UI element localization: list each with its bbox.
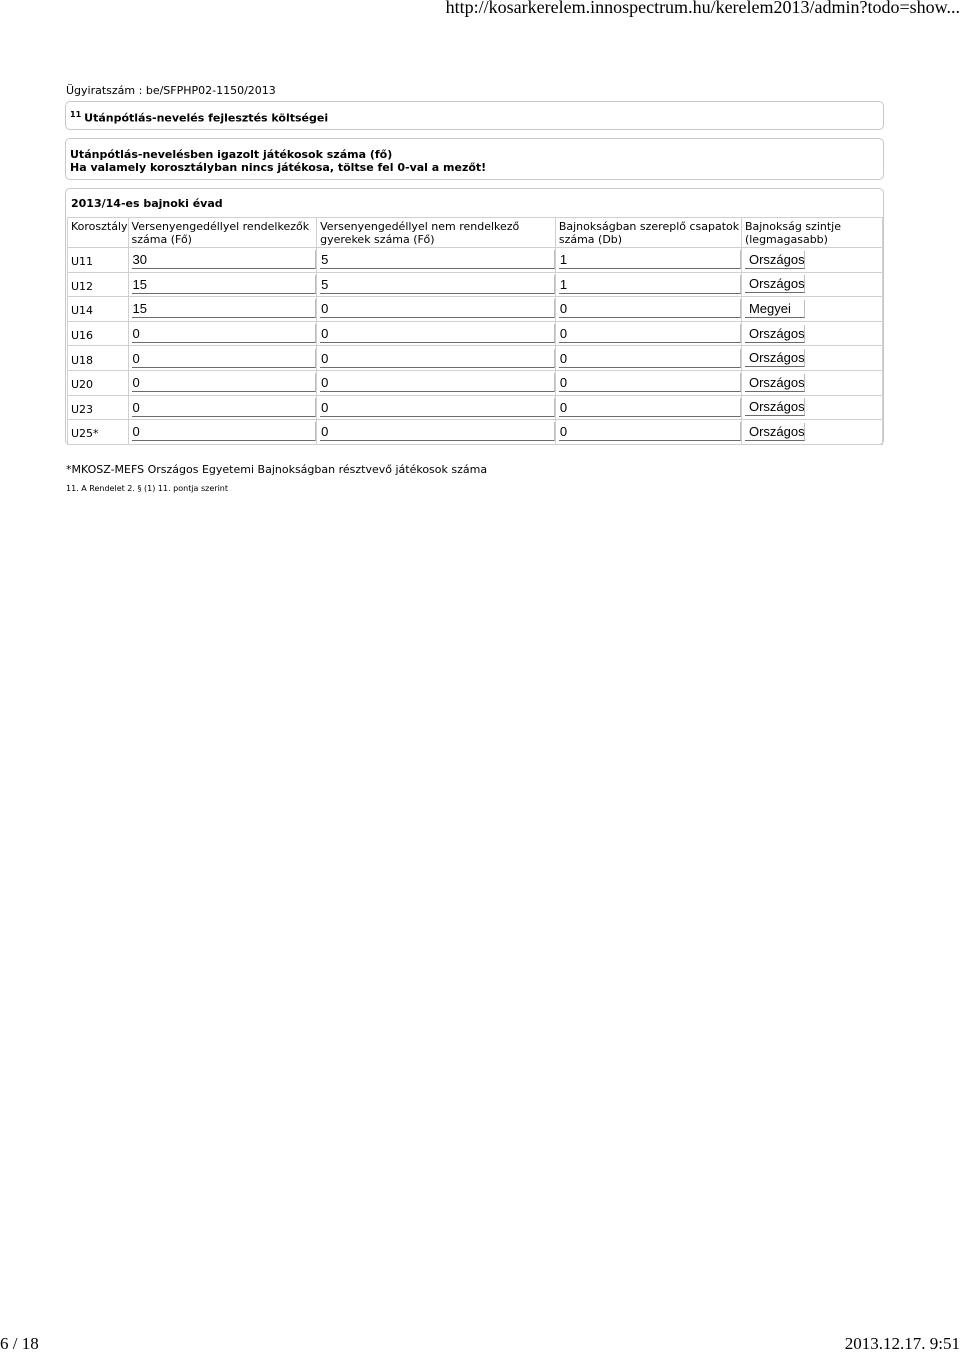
section-title [70,110,328,125]
table-row [68,272,883,297]
licensed-input[interactable]: 0 [132,324,317,343]
teams-input-cell [555,420,741,445]
teams-input-cell [555,272,741,297]
licensed-input-cell [128,272,317,297]
table-header-row [68,218,883,248]
licensed-input-cell [128,370,317,395]
unlicensed-input-cell [317,297,556,322]
teams-input-cell [555,297,741,322]
age-group-cell: U14 [68,297,129,322]
unlicensed-input[interactable]: 5 [320,275,555,294]
level-select[interactable]: Megyei [745,300,805,318]
age-group-cell: U18 [68,346,129,371]
age-group-cell: U16 [68,321,129,346]
teams-input[interactable]: 1 [559,250,741,269]
teams-input[interactable]: 0 [559,349,741,368]
table-row [68,248,883,273]
footnote-ref: 11 [70,110,82,119]
footnote-regulation: 11. A Rendelet 2. § (1) 11. pontja szerint [66,484,229,493]
licensed-input-cell [128,346,317,371]
level-select[interactable]: Országos [745,423,805,441]
age-group-cell: U12 [68,272,129,297]
level-select-cell [741,248,882,273]
unlicensed-input[interactable]: 0 [320,324,555,343]
unlicensed-input[interactable]: 0 [320,373,555,392]
player-count-table [67,217,883,445]
notice-line-1: Utánpótlás-nevelésben igazolt játékosok száma (fő) [70,148,393,161]
table-row [68,346,883,371]
licensed-input-cell [128,248,317,273]
level-select[interactable]: Országos [745,349,805,367]
notice-box [65,138,884,180]
unlicensed-input[interactable]: 0 [320,349,555,368]
unlicensed-input-cell [317,321,556,346]
teams-input[interactable]: 0 [559,324,741,343]
teams-input[interactable]: 0 [559,398,741,417]
unlicensed-input[interactable]: 5 [320,250,555,269]
unlicensed-input[interactable]: 0 [320,299,555,318]
table-row [68,321,883,346]
teams-input-cell [555,248,741,273]
table-row [68,395,883,420]
teams-input-cell [555,346,741,371]
unlicensed-input[interactable]: 0 [320,422,555,441]
licensed-input-cell [128,321,317,346]
licensed-input[interactable]: 0 [132,398,317,417]
page-url: http://kosarkerelem.innospectrum.hu/kerelem2013/admin?todo=show... [445,0,960,17]
teams-input-cell [555,321,741,346]
licensed-input[interactable]: 15 [132,299,317,318]
licensed-input[interactable]: 15 [132,275,317,294]
licensed-input[interactable]: 0 [132,373,317,392]
unlicensed-input-cell [317,420,556,445]
licensed-input[interactable]: 0 [132,349,317,368]
level-select-cell [741,395,882,420]
level-select[interactable]: Országos [745,325,805,343]
licensed-input-cell [128,297,317,322]
level-select-cell [741,297,882,322]
licensed-input[interactable]: 0 [132,422,317,441]
col-header-licensed: Versenyengedéllyel rendelkezők száma (Fő) [128,218,317,248]
notice-text [70,148,486,174]
teams-input-cell [555,395,741,420]
age-group-cell: U11 [68,248,129,273]
age-group-cell: U23 [68,395,129,420]
level-select[interactable]: Országos [745,275,805,293]
unlicensed-input-cell [317,346,556,371]
col-header-teams: Bajnokságban szereplő csapatok száma (Db) [555,218,741,248]
teams-input[interactable]: 0 [559,373,741,392]
unlicensed-input[interactable]: 0 [320,398,555,417]
teams-input[interactable]: 0 [559,299,741,318]
season-box [65,188,884,445]
unlicensed-input-cell [317,370,556,395]
level-select-cell [741,272,882,297]
footnote-university: *MKOSZ-MEFS Országos Egyetemi Bajnokságban résztvevő játékosok száma [66,463,488,476]
notice-line-2: Ha valamely korosztályban nincs játékosa, töltse fel 0-val a mezőt! [70,161,487,174]
level-select-cell [741,420,882,445]
table-row [68,370,883,395]
level-select[interactable]: Országos [745,374,805,392]
col-header-unlicensed: Versenyengedéllyel nem rendelkező gyerekek száma (Fő) [317,218,556,248]
level-select-cell [741,370,882,395]
age-group-cell: U25* [68,420,129,445]
season-title: 2013/14-es bajnoki évad [71,197,223,210]
table-row [68,420,883,445]
col-header-level: Bajnokság szintje (legmagasabb) [741,218,882,248]
teams-input[interactable]: 0 [559,422,741,441]
level-select-cell [741,321,882,346]
licensed-input-cell [128,420,317,445]
age-group-cell: U20 [68,370,129,395]
file-number: Ügyiratszám : be/SFPHP02-1150/2013 [66,84,276,97]
unlicensed-input-cell [317,248,556,273]
page-number: 6 / 18 [0,1334,39,1353]
licensed-input-cell [128,395,317,420]
section-title-text: Utánpótlás-nevelés fejlesztés költségei [84,111,329,125]
teams-input[interactable]: 1 [559,275,741,294]
level-select-cell [741,346,882,371]
level-select[interactable]: Országos [745,398,805,416]
unlicensed-input-cell [317,395,556,420]
unlicensed-input-cell [317,272,556,297]
level-select[interactable]: Országos [745,251,805,269]
col-header-age: Korosztály [68,218,129,248]
teams-input-cell [555,370,741,395]
table-row [68,297,883,322]
print-timestamp: 2013.12.17. 9:51 [844,1334,960,1353]
licensed-input[interactable]: 30 [132,250,317,269]
section-title-box [65,101,884,130]
